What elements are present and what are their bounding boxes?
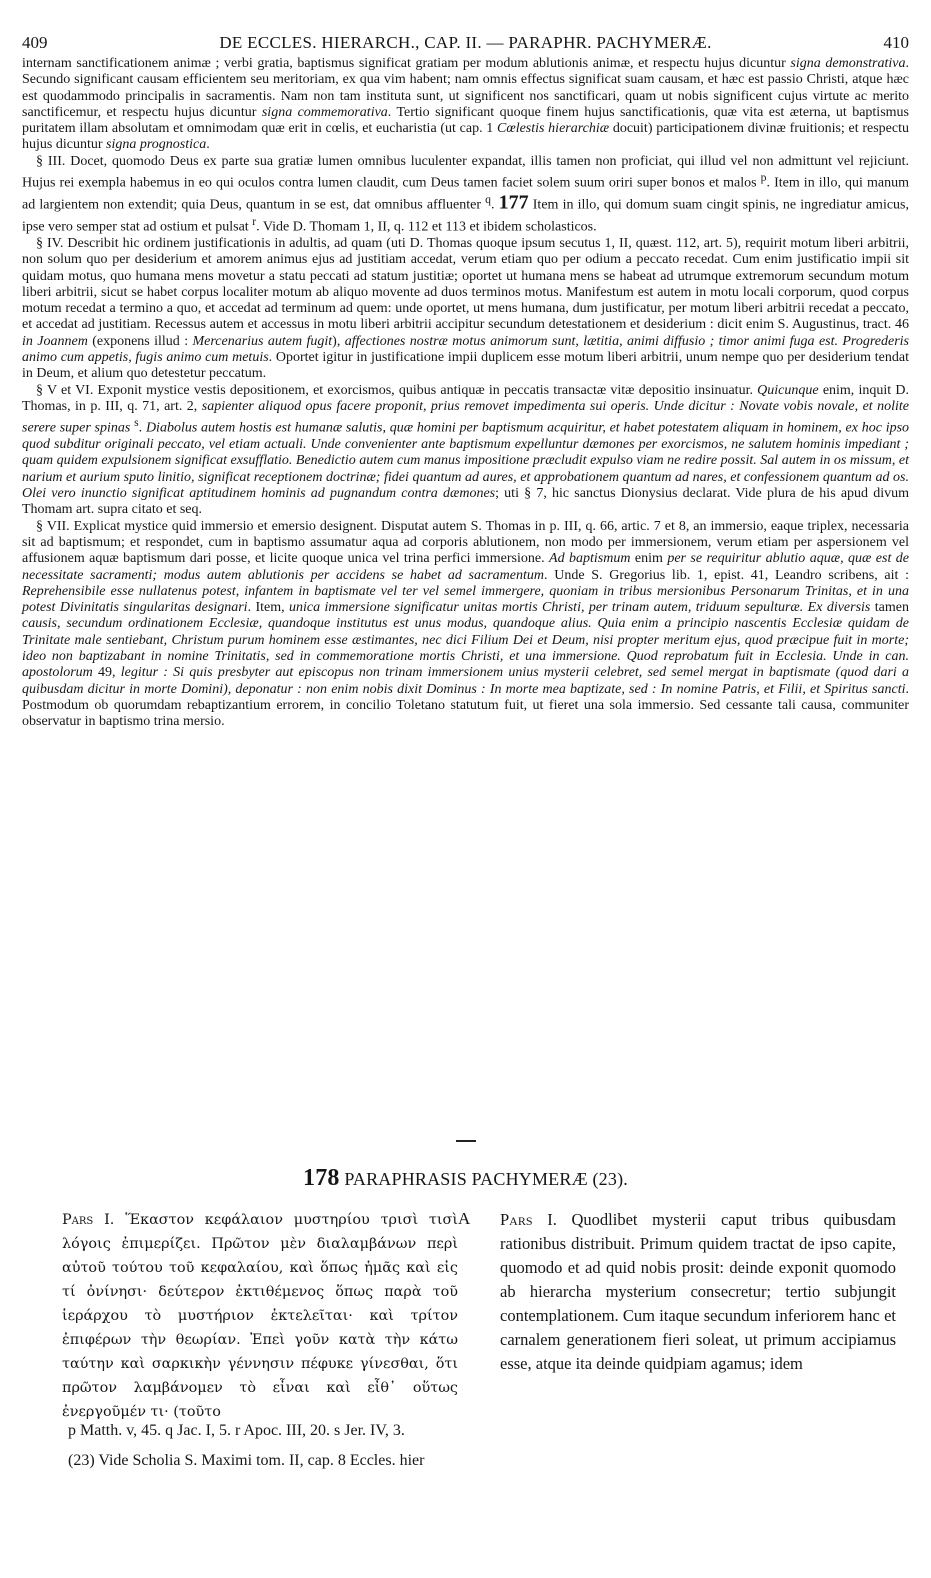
section-heading xyxy=(0,1166,931,1191)
paragraph-section-4: § IV. Describit hic ordinem justificationis in adultis, ad quam (uti D. Thomas quoque ipsum secutus 1, II, quæst. 112, art. 5), requirit motum liberi arbitrii, non solum quo per desiderium et amorem animus ejus ad justitiam accedat, verum etiam quo per odium a peccato recedat. Cum enim justificatio impii sit quidam motus, quo humana mens movetur a statu peccati ad statum justitiæ; oportet ut humana mens se habeat ad utrumque extremorum secundum motum liberi arbitrii, sicut se habet corpus localiter motum ab aliquo movente ad duos terminos motus. Manifestum est autem in motu locali corporum, quod corpus motum recedat a termino a quo, et accedat ad terminum ad quem: unde oportet, ut mens humana, dum justificatur, per motum liberi arbitrii recedat a peccato, et accedat ad justitiam. Recessus autem et accessus in motu liberi arbitrii accipitur secundum detestationem et desiderium : dicit enim S. Augustinus, tract. 46 in Joannem (exponens illud : Mercenarius autem fugit), affectiones nostræ motus animorum sunt, lætitia, animi diffusio ; timor animi fuga est. Progrederis animo cum appetis, fugis animo cum metuis. Oportet igitur in justificatione impii duplicem esse motum liberi arbitrii, unum nempe quo per desiderium tendat in Deum, et alium quo detestetur peccatum. xyxy=(22,235,910,382)
margin-letter: A xyxy=(458,1209,471,1228)
page-number-right: 410 xyxy=(883,33,909,52)
paragraph-section-3: § III. Docet, quomodo Deus ex parte sua gratiæ lumen omnibus luculenter expandat, illis tamen non proficiat, qui illud vel non admittunt vel rejiciunt. Hujus rei exempla habemus in eo qui oculos contra lumen claudit, cum Deus tamen faciet solem suum oriri super bonos et malos $^p$. Item in illo, qui manum ad largientem non extendit; quia Deus, quantum in se est, dat omnibus affluenter $^q$. 177 Item in illo, qui domum suam cingit spinis, ne ingrediatur amicus, ipse vero semper stat ad ostium et pulsat $^r$. Vide D. Thomam 1, II, q. 112 et 113 et ibidem scholasticos. xyxy=(22,153,909,235)
greek-text: Ἕκαστον κεφάλαιον μυστηρίου τρισὶ τισὶ λόγοις ἐπιμερίζει. Πρῶτον μὲν διαλαμβάνων περὶ αὐτοῦ τούτου τοῦ κεφαλαίου, καὶ ὅπως ἡμᾶς καὶ εἰς τί ὀνίνησι· δεύτερον ἐκτιθέμενος ὅπως παρὰ τοῦ ἱεράρχου τὸ μυστήριον ἐκτελεῖται· καὶ τρίτον ἐπιφέρων τὴν θεωρίαν. Ἐπεὶ γοῦν κατὰ τὴν κάτω ταύτην καὶ σαρκικὴν γέννησιν πέφυκε γίνεσθαι, ὅτι πρῶτον λαμβάνομεν τὸ εἶναι καὶ εἶθ᾽ οὕτως ἐνεργοῦμέν τι· (τοῦτο xyxy=(62,1212,458,1420)
greek-pars-label: Pars I. xyxy=(62,1212,115,1228)
section-number: 178 xyxy=(303,1165,340,1191)
paragraph-section-7: § VII. Explicat mystice quid immersio et emersio designent. Disputat autem S. Thomas in p. III, q. 66, artic. 7 et 8, an immersio, eaque triplex, necessaria sit ad baptismum; et respondet, cum in baptismo assumatur aqua ad corporis ablutionem, non modo per immersionem, verum etiam per aspersionem vel affusionem aquæ baptismum dari posse, et licite quoque unica vel trina perfici immersione. Ad baptismum enim per se requiritur ablutio aquæ, quæ est de necessitate sacramenti; modus autem ablutionis per accidens se habet ad sacramentum. Unde S. Gregorius lib. 1, epist. 41, Leandro scribens, ait : Reprehensibile esse nullatenus potest, infantem in baptismate vel ter vel semel immergere, quoniam in tribus mersionibus Personarum Trinitas, et in una potest Divinitatis singularitas designari. Item, unica immersione significatur unitas mortis Christi, per trinam autem, triduum sepulturæ. Ex diversis tamen causis, secundum ordinationem Ecclesiæ, quandoque institutus est unus modus, quandoque alius. Quia enim a principio nascentis Ecclesiæ quidam de Trinitate male sentiebant, Christum purum hominem esse æstimantes, nec dici Filium Dei et Deum, nisi propter meritum ejus, quod præcipue fuit in morte; ideo non baptizabant in nomine Trinitatis, sed in commemoratione mortis Christi, et una immersione. Quod reprobatum fuit in Ecclesia. Unde in can. apostolorum 49, legitur : Si quis presbyter aut episcopus non trinam immersionem unius mysterii celebret, sed semel mergat in baptismate (quod dari a quibusdam dicitur in morte Domini), deponatur : non enim nobis dixit Dominus : In morte mea baptizate, sed : In nomine Patris, et Filii, et Spiritus sancti. Postmodum ob quorumdam rebaptizantium errorem, in concilio Toletano statutum fuit, ut fieret una sola immersio. Sed cessante tali causa, communiter observatur in baptismo trina mersio. xyxy=(22,518,910,730)
paragraph-section-5-6: § V et VI. Exponit mystice vestis depositionem, et exorcismos, quibus antiquæ in peccatis transactæ vitæ depositio insinuatur. Quicunque enim, inquit D. Thomas, in p. III, q. 71, art. 2, sapienter aliquod opus facere proponit, prius removet impedimenta sui operis. Unde dicitur : Novate vobis novale, et nolite serere super spinas $^s$. Diabolus autem hostis est humanæ salutis, quæ homini per baptismum acquiritur, et habet potestatem aliquam in hominem, ex hoc ipso quod subditur originali peccato, vel etiam actuali. Unde convenienter ante baptismum expelluntur dæmones per exorcismos, ne salutem hominis impediant ; quam quidem expulsionem significat exsufflatio. Benedictio autem cum manus impositione præcludit expulso viam ne redire possit. Sal autem in os missum, et narium et aurium sputo linitio, significat receptionem doctrinæ; fidei quantum ad aures, et approbationem quantum ad nares, et confessionem quantum ad os. Olei vero inunctio significat aptitudinem hominis ad pugnandum contra dæmones; uti § 7, hic sanctus Dionysius declarat. Vide plura de his apud divum Thomam art. supra citato et seq. xyxy=(22,382,910,518)
commentary-text xyxy=(22,56,909,731)
greek-column xyxy=(62,1208,458,1424)
page-header xyxy=(22,32,909,54)
section-divider xyxy=(456,1140,476,1142)
latin-pars-label: Pars I. xyxy=(500,1210,557,1229)
footnote-23: (23) Vide Scholia S. Maximi tom. II, cap. 8 Eccles. hier xyxy=(68,1452,425,1469)
latin-column xyxy=(500,1208,896,1376)
latin-text: Quodlibet mysterii caput tribus quibusdam rationibus distribuit. Primum quidem tractat de ipso capite, quomodo et ad quid nobis prosit: deinde exponit quomodo ab hierarcha mysterium consecretur; tertio subjungit contemplationem. Cum itaque secundum inferiorem hanc et carnalem generationem fieri soleat, ut primum accipiamus esse, atque ita deinde quidpiam agamus; idem xyxy=(500,1210,897,1373)
section-title: PARAPHRASIS PACHYMERÆ (23). xyxy=(344,1169,628,1189)
page-number-left: 409 xyxy=(22,33,48,52)
paragraph-1: internam sanctificationem animæ ; verbi gratia, baptismus significat gratiam per modum ablutionis animæ, et respectu hujus dicuntur signa demonstrativa. Secundo significant causam efficientem seu meritoriam, ex qua vim habent; nam omnis effectus significat suam causam, et hæc est passio Christi, atque hæc est quodammodo principalis in sacramentis. Nam non tam instituta sunt, ut significent nos sanctificari, quam ut nobis significent cujus virtute ac merito sanctificemur, et respectu hujus dicuntur signa commemorativa. Tertio significant quoque finem hujus sanctificationis, quæ vita est æterna, ut baptismus puritatem illam absolutam et omnimodam quæ erit in cœlis, et eucharistia (ut cap. 1 Cœlestis hierarchiæ docuit) participationem divinæ fruitionis; et respectu hujus dicuntur signa prognostica. xyxy=(22,56,909,153)
running-title: DE ECCLES. HIERARCH., CAP. II. — PARAPHR. PACHYMERÆ. xyxy=(219,33,712,52)
footnote-references: p Matth. v, 45. q Jac. I, 5. r Apoc. III, 20. s Jer. IV, 3. xyxy=(68,1422,405,1439)
